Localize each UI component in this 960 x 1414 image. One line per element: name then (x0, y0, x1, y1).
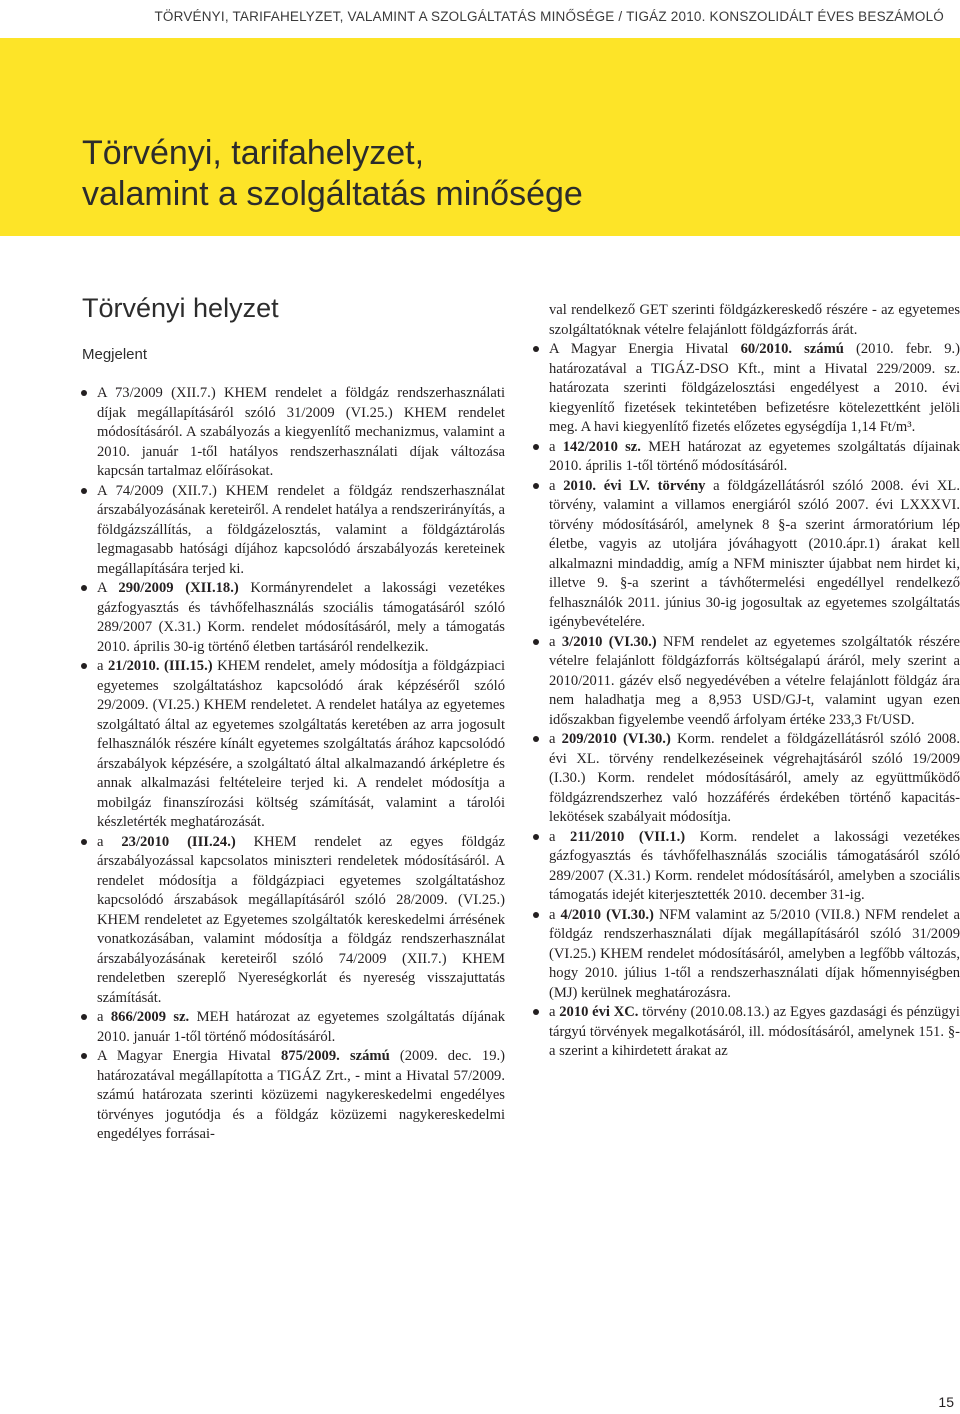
list-item-text: Kormányrendelet a lakossági vezetékes gázfogyasztás és távhőfelhasználás szociális támogatásáról szóló 289/2007 (X.31.) Korm. rendelet módosításáról, mely a támogatás 2010. április 30-ig történő életben tartásáról rendelkezik. (97, 580, 505, 655)
list-item-text: törvény (2010.08.13.) az Egyes gazdasági és pénzügyi tárgyú törvények megalkotásáról, ill. módosításáról, amelynek 151. §-a szerint a kihirdetett árakat az (549, 1004, 960, 1059)
right-column (532, 301, 960, 1062)
bullet-icon (533, 834, 539, 840)
bullet-icon (533, 912, 539, 918)
continued-paragraph: val rendelkező GET szerinti földgázkereskedő részére - az egyetemes szolgáltatóknak vételre felajánlott földgázforrás árát. (549, 302, 960, 338)
list-item-text: a (97, 833, 122, 850)
bullet-icon (81, 663, 87, 669)
list-item-text: a (97, 1009, 111, 1025)
list-item (532, 477, 960, 633)
list-item (532, 340, 960, 438)
section-subhead: Megjelent (82, 346, 148, 363)
list-item-text: a (549, 477, 564, 494)
list-item-reference: 142/2010 sz. (562, 438, 641, 455)
chapter-title-line-1: Törvényi, tarifahelyzet, (82, 134, 425, 172)
running-header (0, 0, 960, 38)
list-item-reference: 290/2009 (XII.18.) (118, 580, 239, 596)
bullet-icon (533, 346, 539, 352)
bullet-icon (533, 1009, 539, 1015)
list-item-reference: 60/2010. számú (740, 341, 844, 357)
bullet-icon (533, 483, 539, 489)
list-item (532, 438, 960, 477)
page-number: 15 (938, 1394, 954, 1410)
list-item-text: a (97, 658, 108, 674)
list-item-text: A 73/2009 (XII.7.) KHEM rendelet a földgáz rendszerhasználati díjak megállapításáról szóló 31/2009 (VI.25.) KHEM rendelet módosításáról. A szabályozás a kiegyenlítő mechanizmus, valamint a 2010. január 1-től hatályos rendszerhasználati díjak változása kapcsán tartalmaz előírásokat. (97, 385, 505, 479)
list-item (532, 1003, 960, 1062)
list-item-reference: 2010. évi LV. törvény (563, 477, 706, 494)
list-item-reference: 23/2010 (III.24.) (121, 833, 236, 850)
list-item (80, 1047, 505, 1145)
list-item-text: MEH határozat az egyetemes szolgáltatás díjának 2010. január 1-től történő módosításáról. (97, 1009, 505, 1045)
list-item-text: MEH határozat az egyetemes szolgáltatás díjainak 2010. április 1-től történő módosításáról. (549, 438, 960, 474)
list-item (532, 828, 960, 906)
list-item-text: (2010. febr. 9.) határozatával a TIGÁZ-DSO Kft., mint a Hivatal 229/2009. sz. határozata szerinti földgázelosztási engedélyest a 2010. évi kiegyenlítő fizetések tekintetében befizetésre kötelezettként jelöli meg. A havi kiegyenlítő fizetés előzetes egységdíja 1,14 Ft/m³. (549, 341, 960, 435)
list-item-text: KHEM rendelet az egyes földgáz árszabályozással kapcsolatos miniszteri rendeletek módosításáról. A rendelet módosítja a földgázpiaci egyetemes szolgáltatáshoz kapcsolódó árszabások megállapításáról szóló 28/2009. (VI.25.) KHEM rendeletet az Egyetemes szolgáltatók kereskedelmi árrésének vonatkozásában, valamint módosítja a földgáz rendszerhasználat árszabályozásának kereteiről szóló 74/2009 (XII.7.) KHEM rendeletben szereplő Nyereségkorlát és nyereség visszajuttatás számítását. (97, 833, 505, 1006)
list-item (80, 384, 505, 482)
list-item-reference: 211/2010 (VII.1.) (570, 828, 686, 845)
list-item-reference: 21/2010. (III.15.) (107, 658, 213, 674)
list-item-text: A 74/2009 (XII.7.) KHEM rendelet a földgáz rendszerhasználat árszabályozásának kereteiről. A rendelet hatálya a rendszerirányítás, a földgázszállítás, a földgázelosztás, valamint a földgáztárolás legmagasabb hatósági díjához kapcsolódó árszabályozás kereteinek megállapítására terjed ki. (97, 482, 506, 577)
list-item-text: a (549, 731, 562, 747)
list-item-text: A Magyar Energia Hivatal (97, 1048, 281, 1064)
list-item (80, 657, 505, 833)
list-item-text: a (549, 438, 563, 455)
bullet-icon (81, 1014, 87, 1020)
list-item-text: a (549, 906, 561, 923)
bullet-icon (81, 390, 87, 396)
list-item-text: NFM rendelet az egyetemes szolgáltatók részére vételre felajánlott földgázforrás költségalapú áráról, mely szerint a 2010/2011. gázév első negyedévében a vételre felajánlott földgáz ára nem haladhatja meg a 8,953 USD/GJ-t, valamint ugyan ezen időszakban figyelembe veendő árfolyam értéke 233,3 Ft/USD. (549, 633, 960, 728)
list-item-reference: 209/2010 (VI.30.) (561, 731, 671, 747)
list-item-text: a (549, 1004, 560, 1020)
bullet-icon (81, 488, 87, 494)
chapter-title-line-2: valamint a szolgáltatás minősége (82, 175, 583, 213)
running-header-title: TÖRVÉNYI, TARIFAHELYZET, VALAMINT A SZOLGÁLTATÁS MINŐSÉGE / TIGÁZ 2010. KONSZOLIDÁLT ÉVES BESZÁMOLÓ (154, 9, 944, 24)
bullet-icon (533, 639, 539, 645)
list-item-text: KHEM rendelet, amely módosítja a földgázpiaci egyetemes szolgáltatáshoz kapcsolódó árak képzéséről szóló 29/2009. (VI.25.) KHEM rendeletet. A rendelet hatálya az egyetemes szolgáltató által az egyetemes szolgáltatás keretében az arra jogosult felhasználók részére kínált egyetemes szolgáltatás árához kapcsolódó árszabályok képzésére, a szolgáltató által alkalmazandó árképletre és annak alkalmazási feltételeire terjed ki. A rendelet módosítja a mobilgáz finanszírozási költség számítását, valamint a tárolói készletérték meghatározását. (97, 658, 505, 830)
list-item-text: Korm. rendelet a lakossági vezetékes gázfogyasztás és távhőfelhasználás szociális támogatásáról szóló 289/2007 (X.31.) Korm. rendelet módosításáról, amelyben a szociális támogatás idejét kiterjesztették 2010. december 31-ig. (549, 828, 960, 903)
list-item-text: Korm. rendelet a földgázellátásról szóló 2008. évi XL. törvény rendelkezéseinek végrehajtásáról szóló 19/2009 (I.30.) Korm. rendelet módosításáról, amely az együttműködő földgázrendszerhez való hozzáférés érdekében történő kapacitás-lekötések szabályait módosítja. (549, 731, 960, 825)
bullet-icon (81, 1053, 87, 1059)
list-item-text: NFM valamint az 5/2010 (VII.8.) NFM rendelet a földgáz rendszerhasználati díjak megállapításáról szóló 31/2009 (VI.25.) KHEM rendelet módosításáról, amelyben a legfőbb változás, hogy 2010. július 1-től a rendszerhasználati díjak hőmennyiségben (MJ) kerülnek meghatározásra. (549, 906, 960, 1001)
list-item (532, 730, 960, 828)
list-item-reference: 866/2009 sz. (110, 1009, 190, 1025)
bullet-icon (81, 585, 87, 591)
list-item (532, 906, 960, 1004)
list-item-reference: 2010 évi XC. (559, 1004, 639, 1020)
list-item-text: A Magyar Energia Hivatal (549, 341, 741, 357)
list-item (80, 1008, 505, 1047)
list-item-reference: 3/2010 (VI.30.) (561, 633, 657, 650)
bullet-icon (81, 839, 87, 845)
list-item-text: A (97, 580, 119, 596)
list-item (80, 833, 505, 1009)
list-item-text: (2009. dec. 19.) határozatával megállapította a TIGÁZ Zrt., - mint a Hivatal 57/2009. számú határozata szerinti közüzemi nagykereskedelmi engedélyes törvényes jogutódja és a földgáz közüzemi nagykereskedelmi engedélyes forrásai- (97, 1048, 505, 1142)
list-item-reference: 4/2010 (VI.30.) (560, 906, 654, 923)
list-item-text: a földgázellátásról szóló 2008. évi XL. törvény, valamint a villamos energiáról szóló 2007. évi LXXXVI. törvény módosításáról, amelynek 8 §-a szerint ármoratórium lép életbe, vagyis az utoljára jóváhagyott (2010.ápr.1) árakat kell alkalmazni mindaddig, amíg a NFM miniszter újabbat nem hirdet ki, illetve 9. §-a szerint a távhőtermelési engedéllyel rendelkező felhasználók 2011. június 30-ig jogosultak az egyetemes szolgáltatás igénybevételére. (549, 477, 960, 630)
list-item-text: a (549, 633, 562, 650)
list-item (532, 633, 960, 731)
list-item-text: a (549, 828, 571, 845)
chapter-banner (0, 38, 960, 236)
list-item (80, 482, 505, 580)
bullet-icon (533, 444, 539, 450)
left-column (80, 384, 505, 1145)
list-item-reference: 875/2009. számú (280, 1048, 390, 1064)
bullet-icon (533, 736, 539, 742)
list-item (80, 579, 505, 657)
section-title: Törvényi helyzet (82, 293, 279, 323)
chapter-title (82, 133, 583, 215)
